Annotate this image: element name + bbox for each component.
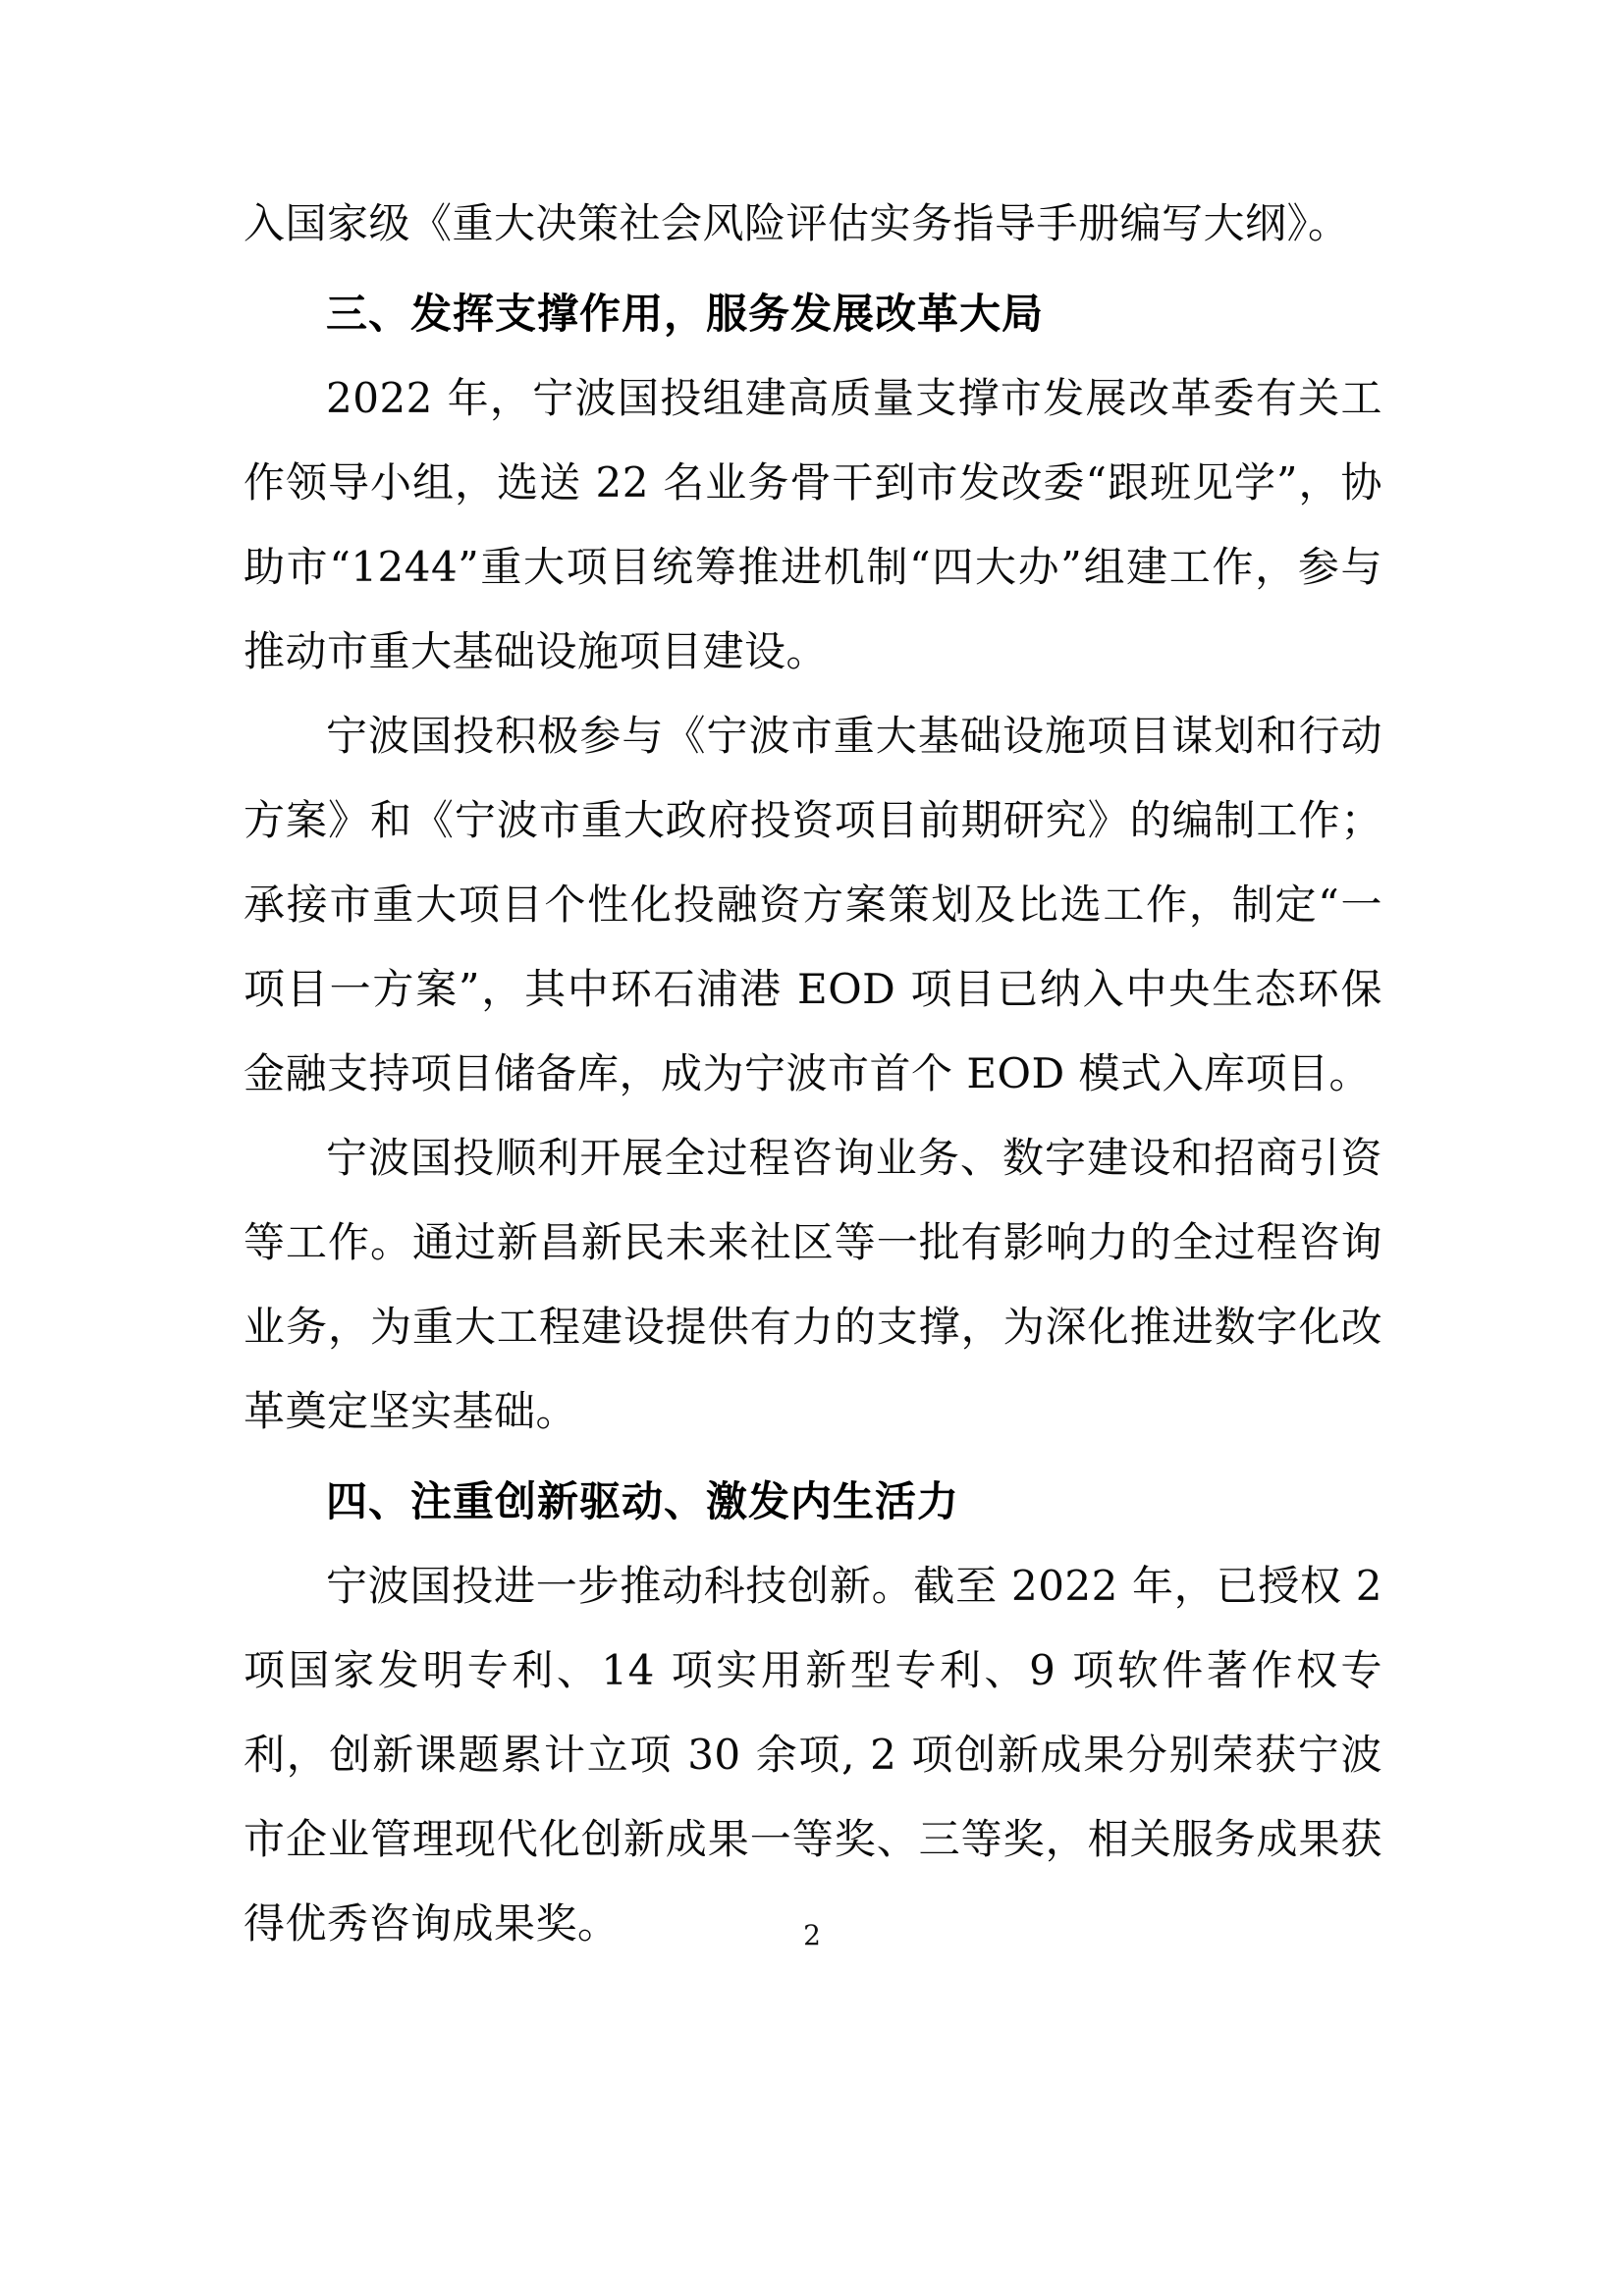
paragraph-section-three-1: 2022 年，宁波国投组建高质量支撑市发展改革委有关工作领导小组，选送 22 名业务骨干到市发改委“跟班见学”，协助市“1244”重大项目统筹推进机制“四大办”组建工作，参与推动市重大基础设施项目建设。 bbox=[244, 374, 1382, 675]
paragraph-section-three-3: 宁波国投顺利开展全过程咨询业务、数字建设和招商引资等工作。通过新昌新民未来社区等一批有影响力的全过程咨询业务，为重大工程建设提供有力的支撑，为深化推进数字化改革奠定坚实基础。 bbox=[244, 1134, 1382, 1435]
section-heading-three: 三、发挥支撑作用，服务发展改革大局 bbox=[326, 290, 1045, 338]
section-heading-four: 四、注重创新驱动、激发内生活力 bbox=[326, 1477, 960, 1525]
document-body bbox=[244, 182, 1382, 1966]
paragraph-section-three-2: 宁波国投积极参与《宁波市重大基础设施项目谋划和行动方案》和《宁波市重大政府投资项目前期研究》的编制工作；承接市重大项目个性化投融资方案策划及比选工作，制定“一项目一方案”，其中环石浦港 EOD 项目已纳入中央生态环保金融支持项目储备库，成为宁波市首个 EOD 模式入库项目。 bbox=[244, 712, 1382, 1097]
page-number: 2 bbox=[803, 1919, 821, 1951]
paragraph-continuation: 入国家级《重大决策社会风险评估实务指导手册编写大纲》。 bbox=[244, 199, 1350, 247]
paragraph-section-four-1: 宁波国投进一步推动科技创新。截至 2022 年，已授权 2 项国家发明专利、14 项实用新型专利、9 项软件著作权专利，创新课题累计立项 30 余项, 2 项创新成果分别荣获宁波市企业管理现代化创新成果一等奖、三等奖，相关服务成果获得优秀咨询成果奖。 bbox=[244, 1562, 1382, 1948]
